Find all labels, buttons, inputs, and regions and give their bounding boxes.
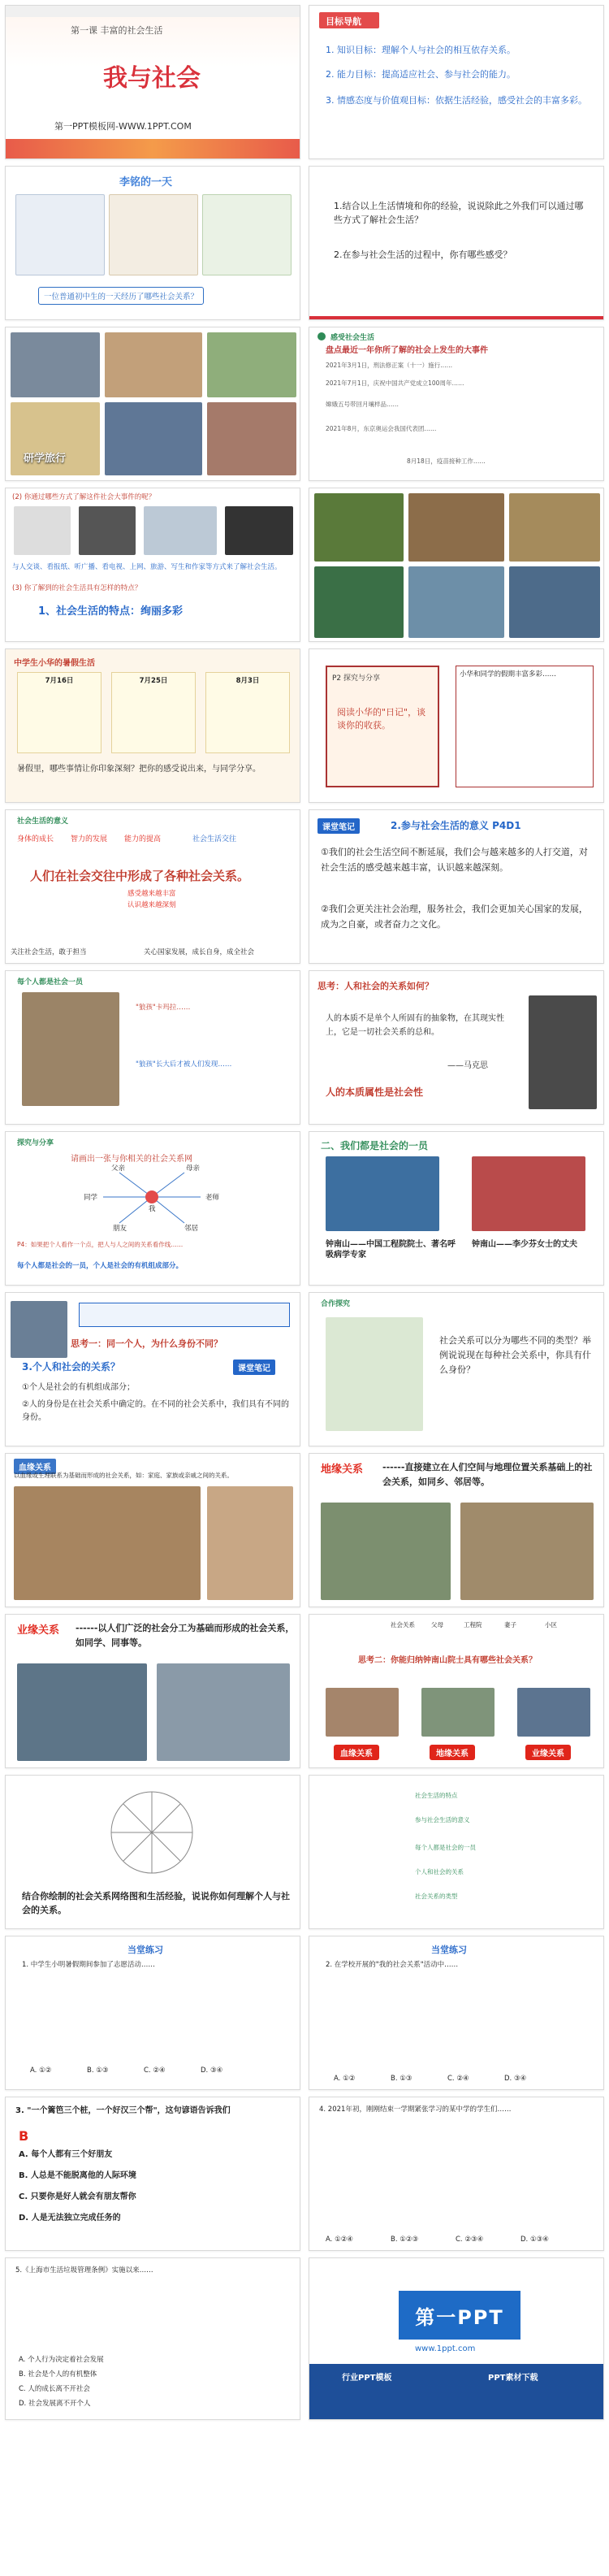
row-2	[5, 166, 604, 320]
zhong-photo-2	[472, 1156, 585, 1231]
identity-avatar	[11, 1301, 67, 1358]
slide-summary[interactable]	[309, 1775, 604, 1929]
row-7	[5, 970, 604, 1125]
grid-photo-4	[314, 566, 404, 638]
diary-1	[17, 672, 102, 753]
diary-3	[205, 672, 290, 753]
cover-bottom-art	[6, 139, 300, 158]
ad-site: www.1ppt.com	[415, 2344, 476, 2353]
media-img-3	[144, 506, 217, 555]
zhong-title: 二、我们都是社会的一员	[321, 1140, 429, 1151]
meaning-sub1: 感受越来越丰富	[127, 890, 176, 898]
ex5-opt-c[interactable]: C. 人的成长离不开社会	[19, 2385, 90, 2393]
slide-liming-day[interactable]	[5, 166, 300, 320]
geo-desc: ------直接建立在人们空间与地理位置关系基础上的社会关系，如同乡、邻居等。	[382, 1462, 593, 1487]
slide-summer[interactable]	[5, 648, 300, 803]
explore-note: 小华和同学的假期丰富多彩……	[456, 666, 594, 787]
summary-item-2: 参与社会生活的意义	[415, 1816, 470, 1824]
meaning-item-2: 智力的发展	[71, 835, 108, 843]
slide-coop[interactable]	[309, 1292, 604, 1446]
slide-exercise-2[interactable]	[309, 1936, 604, 2090]
net-header: 探究与分享	[17, 1139, 54, 1147]
slide-zhong[interactable]	[309, 1131, 604, 1286]
identity-tag: 课堂笔记	[233, 1360, 275, 1375]
ex3-q: 3. "一个篱笆三个桩，一个好汉三个帮"，这句谚语告诉我们	[15, 2106, 231, 2115]
slide-events[interactable]	[309, 327, 604, 481]
q1-text: 1.结合以上生活情境和你的经验，说说除此之外我们可以通过哪些方式了解社会生活？	[334, 201, 584, 225]
wolf-photo	[22, 992, 119, 1106]
events-header-icon	[317, 332, 326, 340]
diary-1-date: 7月16日	[45, 677, 74, 685]
net-node-mother: 母亲	[186, 1164, 201, 1173]
ex1-q: 1. 中学生小明暑假期间参加了志愿活动……	[22, 1961, 155, 1969]
coop-header: 合作探究	[321, 1300, 351, 1308]
net-node-friend: 朋友	[113, 1225, 127, 1233]
work-title: 业缘关系	[17, 1624, 60, 1637]
explore-title: P2 探究与分享	[332, 674, 381, 683]
geo-photo-2	[460, 1503, 594, 1600]
marx-q: 思考：人和社会的关系如何？	[317, 981, 434, 991]
slide-wolf-child[interactable]	[5, 970, 300, 1125]
cover-site: 第一PPT模板网-WWW.1PPT.COM	[54, 121, 192, 132]
event-1: 2021年3月1日，刑法修正案（十一）施行……	[326, 362, 453, 369]
ex3-opt-c[interactable]: C. 只要你是好人就会有朋友帮你	[19, 2192, 136, 2201]
rel-table-head-1: 社会关系	[391, 1621, 415, 1628]
family-photo-2	[207, 1486, 293, 1600]
marx-quote: 人的本质不是单个人所固有的抽象物，在其现实性上，它是一切社会关系的总和。	[326, 1014, 504, 1037]
slide-media-ways[interactable]	[5, 488, 300, 642]
comic-panel-2	[109, 194, 198, 275]
identity-p1: ①个人是社会的有机组成部分；	[22, 1383, 135, 1392]
diary-2-date: 7月25日	[139, 677, 168, 685]
ex2-opt-d[interactable]: D. ③④	[504, 2075, 527, 2083]
row-14	[5, 2097, 604, 2251]
slide-network-art[interactable]	[5, 1775, 300, 1929]
net-node-classmate: 同学	[84, 1194, 98, 1202]
slide-notes-meaning[interactable]	[309, 809, 604, 964]
notes-p1: ①我们的社会生活空间不断延展，我们会与越来越多的人打交道，对社会生活的感受越来越丰富，认识越来越深刻。	[321, 847, 588, 873]
slide-work[interactable]	[5, 1614, 300, 1768]
summary-item-1: 社会生活的特点	[415, 1792, 458, 1799]
net-title: 请画出一张与你相关的社会关系网	[71, 1155, 192, 1164]
photo-5	[105, 402, 202, 475]
ex4-opt-b[interactable]: B. ①②③	[391, 2236, 419, 2244]
identity-q: 思考一：同一个人，为什么身份不同？	[71, 1338, 222, 1349]
grid-photo-6	[509, 566, 600, 638]
net-node-father: 父亲	[111, 1164, 126, 1173]
row-1	[5, 5, 604, 159]
diary-2	[111, 672, 196, 753]
event-3: 嫦娥五号带回月壤样品……	[326, 401, 399, 408]
meaning-item-1: 身体的成长	[17, 835, 54, 843]
media-line: 与人交谈、看报纸、听广播、看电视、上网、旅游、写生和作家等方式来了解社会生活。	[12, 563, 282, 571]
notes-p2: ②我们会更关注社会治理，服务社会，我们会更加关心国家的发展，成为之自豪，或者奋力之文化。	[321, 904, 588, 930]
slide-photo-collage[interactable]	[5, 327, 300, 481]
geo-photo-1	[321, 1503, 451, 1600]
photo-6	[207, 402, 296, 475]
photo-3	[207, 332, 296, 397]
liming-title: 李铭的一天	[119, 176, 173, 189]
zhong-caption-1: 钟南山——中国工程院院士、著名呼吸病学专家	[326, 1240, 456, 1260]
row-3	[5, 327, 604, 481]
slide-meaning[interactable]	[5, 809, 300, 964]
summary-item-5: 社会关系的类型	[415, 1893, 458, 1900]
media-img-1	[14, 506, 71, 555]
slide-questions[interactable]	[309, 166, 604, 320]
row-12	[5, 1775, 604, 1929]
ex4-q: 4. 2021年初，刚刚结束一学期紧张学习的某中学的学生们……	[319, 2105, 512, 2114]
notes-tag: 课堂笔记	[317, 818, 360, 834]
events-header: 感受社会生活	[330, 334, 375, 342]
cover-title: 我与社会	[103, 64, 201, 93]
ex1-opt-a[interactable]: A. ①②	[30, 2066, 52, 2075]
ex5-opt-b[interactable]: B. 社会是个人的有机整体	[19, 2370, 97, 2379]
slide-identity[interactable]	[5, 1292, 300, 1446]
ad-left[interactable]: 行业PPT模板	[342, 2374, 392, 2383]
meaning-foot2: 关心国家发展，成长自身，成全社会	[144, 948, 255, 956]
event-5: 8月18日，疫苗接种工作……	[407, 458, 486, 465]
ex3-opt-b[interactable]: B. 人总是不能脱离他的人际环境	[19, 2171, 136, 2180]
slide-photo-grid[interactable]	[309, 488, 604, 642]
ex3-opt-a[interactable]: A. 每个人都有三个好朋友	[19, 2150, 113, 2159]
photo-1	[11, 332, 100, 397]
ex2-title: 当堂练习	[431, 1945, 467, 1955]
net-note: P4：如果把个人看作一个点，把人与人之间的关系看作线……	[17, 1241, 184, 1248]
rel-table-head-4: 妻子	[504, 1621, 516, 1628]
work-photo-2	[157, 1663, 290, 1761]
net-node-teacher: 老师	[205, 1194, 220, 1202]
event-4: 2021年8月，东京奥运会我国代表团……	[326, 425, 437, 432]
ad-right[interactable]: PPT素材下载	[488, 2374, 538, 2383]
work-desc: ------以人们广泛的社会分工为基础而形成的社会关系，如同学、同事等。	[76, 1623, 295, 1648]
liming-caption: 一位普通初中生的一天经历了哪些社会关系？	[38, 287, 204, 305]
slide-network[interactable]	[5, 1131, 300, 1286]
marx-portrait	[529, 995, 597, 1109]
slide-ad[interactable]	[309, 2257, 604, 2420]
ex5-q: 5.《上海市生活垃圾管理条例》实施以来……	[15, 2266, 153, 2275]
identity-p2: ②人的身份是在社会关系中确定的。在不同的社会关系中，我们具有不同的身份。	[22, 1400, 289, 1422]
identity-table	[79, 1303, 290, 1327]
rel-photo-2	[421, 1688, 495, 1737]
ex2-opt-c[interactable]: C. ②④	[447, 2075, 469, 2083]
row-9	[5, 1292, 604, 1446]
ex4-opt-c[interactable]: C. ②③④	[456, 2236, 484, 2244]
marx-author: ——马克思	[447, 1061, 488, 1070]
ex2-q: 2. 在学校开展的"我的社会关系"活动中……	[326, 1961, 459, 1969]
ex1-title: 当堂练习	[127, 1945, 163, 1955]
wolf-header: 每个人都是社会一员	[17, 978, 84, 987]
slide-exercise-3[interactable]	[5, 2097, 300, 2251]
grid-photo-1	[314, 493, 404, 562]
rel-table-head-2: 父母	[431, 1621, 443, 1628]
meaning-item-5: 社会生活交往	[192, 835, 237, 843]
row-8	[5, 1131, 604, 1286]
row-13	[5, 1936, 604, 2090]
wolf-quote1: "狼孩"卡玛拉……	[136, 1004, 191, 1012]
zhong-photo-1	[326, 1156, 439, 1231]
research-label: 研学旅行	[24, 453, 67, 465]
summer-header: 中学生小华的暑假生活	[14, 659, 95, 668]
net-node-neighbor: 邻居	[184, 1225, 199, 1233]
slide-marx[interactable]	[309, 970, 604, 1125]
grid-photo-3	[509, 493, 600, 562]
slide-exercise-4[interactable]	[309, 2097, 604, 2251]
summary-item-3: 每个人都是社会的一员	[415, 1844, 476, 1851]
slide-exercise-5[interactable]	[5, 2257, 300, 2420]
network-art	[71, 1784, 233, 1881]
ad-logo: 第一PPT	[399, 2291, 520, 2340]
media-img-4	[225, 506, 293, 555]
media-q3: (3) 你了解到的社会生活具有怎样的特点？	[12, 584, 142, 592]
meaning-item-3: 能力的提高	[124, 835, 162, 843]
grid-photo-5	[408, 566, 504, 638]
rel-table-head-5: 小区	[545, 1621, 557, 1628]
row-11	[5, 1614, 604, 1768]
goal-1: 1. 知识目标：理解个人与社会的相互依存关系。	[326, 45, 516, 55]
summary-item-4: 个人和社会的关系	[415, 1868, 464, 1876]
summer-ask: 暑假里，哪些事情让你印象深刻？把你的感受说出来，与同学分享。	[17, 765, 261, 774]
blood-header: 血缘关系	[14, 1459, 56, 1474]
event-2: 2021年7月1日，庆祝中国共产党成立100周年……	[326, 379, 464, 387]
slide-explore-share[interactable]	[309, 648, 604, 803]
ex5-opt-d[interactable]: D. 社会发展离不开个人	[19, 2400, 91, 2408]
rel-photo-1	[326, 1688, 399, 1737]
goal-3: 3. 情感态度与价值观目标：依据生活经验，感受社会的丰富多彩。	[326, 95, 587, 106]
goals-heading: 目标导航	[326, 16, 361, 27]
wolf-quote2: "狼孩"长大后才被人们发现……	[136, 1060, 232, 1069]
bottom-line	[309, 316, 603, 319]
slide-zhong-relations[interactable]	[309, 1614, 604, 1768]
events-subtitle: 盘点最近一年你所了解的社会上发生的大事件	[326, 346, 488, 355]
ex2-opt-b[interactable]: B. ①③	[391, 2075, 412, 2083]
ex3-ans: B	[19, 2128, 29, 2144]
rel-label-1: 血缘关系	[334, 1745, 379, 1760]
diary-3-date: 8月3日	[235, 677, 260, 685]
rel-table-head-3: 工程院	[464, 1621, 482, 1628]
ex1-opt-b[interactable]: B. ①③	[87, 2066, 109, 2075]
work-photo-1	[17, 1663, 147, 1761]
ex4-opt-d[interactable]: D. ①③④	[520, 2236, 549, 2244]
photo-2	[105, 332, 202, 397]
ex5-opt-a[interactable]: A. 个人行为决定着社会发展	[19, 2356, 104, 2364]
ex4-opt-a[interactable]: A. ①②④	[326, 2236, 353, 2244]
marx-bold: 人的本质属性是社会性	[326, 1086, 424, 1098]
meaning-main: 人们在社会交往中形成了各种社会关系。	[30, 869, 250, 883]
rel-label-3: 业缘关系	[525, 1745, 571, 1760]
notes-heading: 2.参与社会生活的意义 P4D1	[391, 820, 521, 831]
identity-heading: 3.个人和社会的关系？	[22, 1361, 120, 1373]
coop-art	[326, 1317, 423, 1431]
grid-photo-2	[408, 493, 504, 562]
blood-sub: 以血缘或生理联系为基础而形成的社会关系，如：家庭、家族或亲戚之间的关系。	[14, 1472, 233, 1479]
row-10	[5, 1453, 604, 1607]
comic-panel-3	[202, 194, 292, 275]
explore-q: 阅读小华的"日记"，谈谈你的收获。	[337, 707, 426, 731]
row-4	[5, 488, 604, 642]
slide-grid	[5, 5, 604, 2426]
ex2-opt-a[interactable]: A. ①②	[334, 2075, 356, 2083]
ex3-opt-d[interactable]: D. 人是无法独立完成任务的	[19, 2214, 121, 2223]
media-img-2	[79, 506, 136, 555]
comic-panel-1	[15, 194, 105, 275]
rel-photo-3	[517, 1688, 590, 1737]
row-6	[5, 809, 604, 964]
media-q2: (2) 你通过哪些方式了解这件社会大事件的呢？	[12, 493, 156, 501]
row-5	[5, 648, 604, 803]
slide-blood[interactable]	[5, 1453, 300, 1607]
rel-q: 思考二：你能归纳钟南山院士具有哪些社会关系？	[358, 1656, 537, 1665]
ex1-opt-c[interactable]: C. ②④	[144, 2066, 166, 2075]
slide-geo[interactable]	[309, 1453, 604, 1607]
ex1-opt-d[interactable]: D. ③④	[201, 2066, 223, 2075]
net-answer: 每个人都是社会的一员，个人是社会的有机组成部分。	[17, 1262, 184, 1270]
meaning-foot1: 关注社会生活，敢于担当	[11, 948, 87, 956]
coop-q: 社会关系可以分为哪些不同的类型？举例说说现在每种社会关系中，你具有什么身份？	[439, 1335, 591, 1375]
slide-goals[interactable]	[309, 5, 604, 159]
row-15	[5, 2257, 604, 2420]
meaning-header: 社会生活的意义	[17, 817, 69, 826]
media-answer: 1、社会生活的特点：绚丽多彩	[38, 605, 184, 618]
goal-2: 2. 能力目标：提高适应社会、参与社会的能力。	[326, 69, 516, 80]
cover-top-band	[6, 6, 300, 17]
slide-cover[interactable]	[5, 5, 300, 159]
slide-exercise-1[interactable]	[5, 1936, 300, 2090]
rel-label-2: 地缘关系	[430, 1745, 475, 1760]
net-node-me: 我	[149, 1205, 156, 1213]
zhong-caption-2: 钟南山——李少芬女士的丈夫	[472, 1240, 577, 1249]
network-caption: 结合你绘制的社会关系网络图和生活经验，说说你如何理解个人与社会的关系。	[22, 1891, 290, 1915]
meaning-sub2: 认识越来越深刻	[127, 901, 176, 909]
cover-course: 第一课 丰富的社会生活	[71, 25, 163, 36]
q2-text: 2.在参与社会生活的过程中，你有哪些感受？	[334, 249, 512, 260]
geo-title: 地缘关系	[321, 1464, 364, 1476]
family-photo	[14, 1486, 201, 1600]
